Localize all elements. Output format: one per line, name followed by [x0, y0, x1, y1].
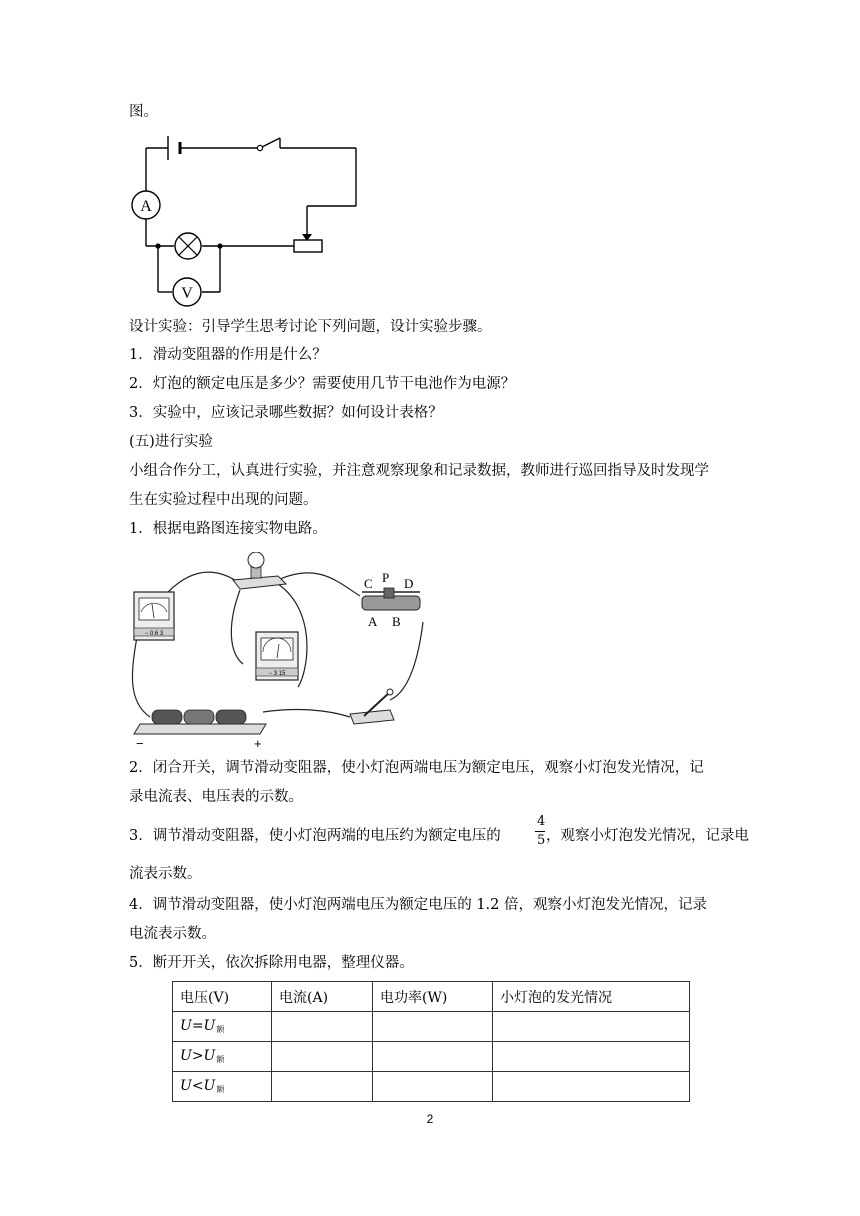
- rheostat-label-b: B: [392, 614, 401, 629]
- rheostat-label-p: P: [382, 570, 390, 585]
- table-cell: [272, 1012, 373, 1042]
- step-1: 1．根据电路图连接实物电路。: [129, 521, 327, 537]
- rheostat-label-c: C: [364, 576, 373, 591]
- page-number: 2: [426, 1112, 434, 1126]
- paragraph-line-1: 小组合作分工，认真进行实验，并注意观察现象和记录数据，教师进行巡回指导及时发现学: [129, 463, 709, 479]
- question-2: 2．灯泡的额定电压是多少？需要使用几节干电池作为电源？: [129, 376, 516, 392]
- lamp-device: [233, 552, 286, 589]
- paragraph-line-2: 生在实验过程中出现的问题。: [129, 492, 318, 508]
- section-five-heading: (五)进行实验: [129, 434, 213, 450]
- table-header-row: [173, 982, 690, 1012]
- rheostat-label-a: A: [368, 614, 378, 629]
- step-3-line-2: 流表示数。: [129, 866, 202, 882]
- step-2-line-2: 录电流表、电压表的示数。: [129, 789, 303, 805]
- question-1: 1．滑动变阻器的作用是什么？: [129, 347, 327, 363]
- step-3-line-1-start: 3．调节滑动变阻器，使小灯泡两端的电压约为额定电压的: [129, 828, 501, 844]
- intro-text: 图。: [129, 104, 158, 120]
- ammeter-label: A: [140, 198, 152, 215]
- step-5: 5．断开开关，依次拆除用电器，整理仪器。: [129, 955, 414, 971]
- switch-pivot: [257, 145, 262, 150]
- voltmeter-device: [256, 632, 298, 680]
- step-4-line-1: 4．调节滑动变阻器，使小灯泡两端电压为额定电压的 1.2 倍，观察小灯泡发光情况，记录: [129, 897, 707, 913]
- table-row: [173, 1072, 690, 1102]
- junction-left: [155, 243, 160, 248]
- rheostat-device: [362, 570, 420, 629]
- ammeter-scale-label: − 0.6 3: [144, 631, 164, 637]
- step-2-line-1: 2．闭合开关，调节滑动变阻器，使小灯泡两端电压为额定电压，观察小灯泡发光情况，记: [129, 760, 704, 776]
- step-3-line-1-end: ，观察小灯泡发光情况，记录电: [546, 828, 749, 844]
- rheostat-symbol: [294, 240, 322, 252]
- table-cell: [272, 1042, 373, 1072]
- design-title: 设计实验：引导学生思考讨论下列问题，设计实验步骤。: [129, 319, 492, 335]
- table-cell: [493, 1072, 690, 1102]
- fraction-denominator: 5: [537, 833, 546, 848]
- table-cell: [493, 1012, 690, 1042]
- table-cell: [272, 1072, 373, 1102]
- junction-right: [217, 243, 222, 248]
- battery-holder: [134, 710, 266, 751]
- battery-minus-label: −: [136, 736, 144, 751]
- question-3: 3．实验中，应该记录哪些数据？如何设计表格？: [129, 405, 443, 421]
- fraction-bar: [535, 831, 545, 832]
- row-condition: $U>U_额$: [173, 1042, 272, 1072]
- row-condition: $U=U_额$: [173, 1012, 272, 1042]
- battery-plus-label: +: [254, 736, 262, 751]
- header-current: 电流(A): [272, 982, 373, 1012]
- data-table: [172, 981, 690, 1102]
- voltmeter-scale-label: − 3 15: [268, 671, 286, 677]
- knife-switch: [350, 689, 394, 724]
- rheostat-label-d: D: [404, 576, 414, 591]
- table-row: [173, 1042, 690, 1072]
- header-voltage: 电压(V): [173, 982, 272, 1012]
- header-brightness: 小灯泡的发光情况: [493, 982, 690, 1012]
- physical-circuit-photo: [128, 552, 430, 752]
- table-cell: [373, 1042, 493, 1072]
- table-cell: [373, 1072, 493, 1102]
- ammeter-device: [134, 592, 174, 640]
- table-row: [173, 1012, 690, 1042]
- circuit-diagram: [128, 130, 360, 308]
- table-cell: [493, 1042, 690, 1072]
- header-power: 电功率(W): [373, 982, 493, 1012]
- voltmeter-label: V: [181, 285, 193, 302]
- row-condition: $U<U_额$: [173, 1072, 272, 1102]
- fraction-numerator: 4: [537, 814, 546, 829]
- step-4-line-2: 电流表示数。: [129, 926, 216, 942]
- table-cell: [373, 1012, 493, 1042]
- switch-blade: [262, 138, 280, 147]
